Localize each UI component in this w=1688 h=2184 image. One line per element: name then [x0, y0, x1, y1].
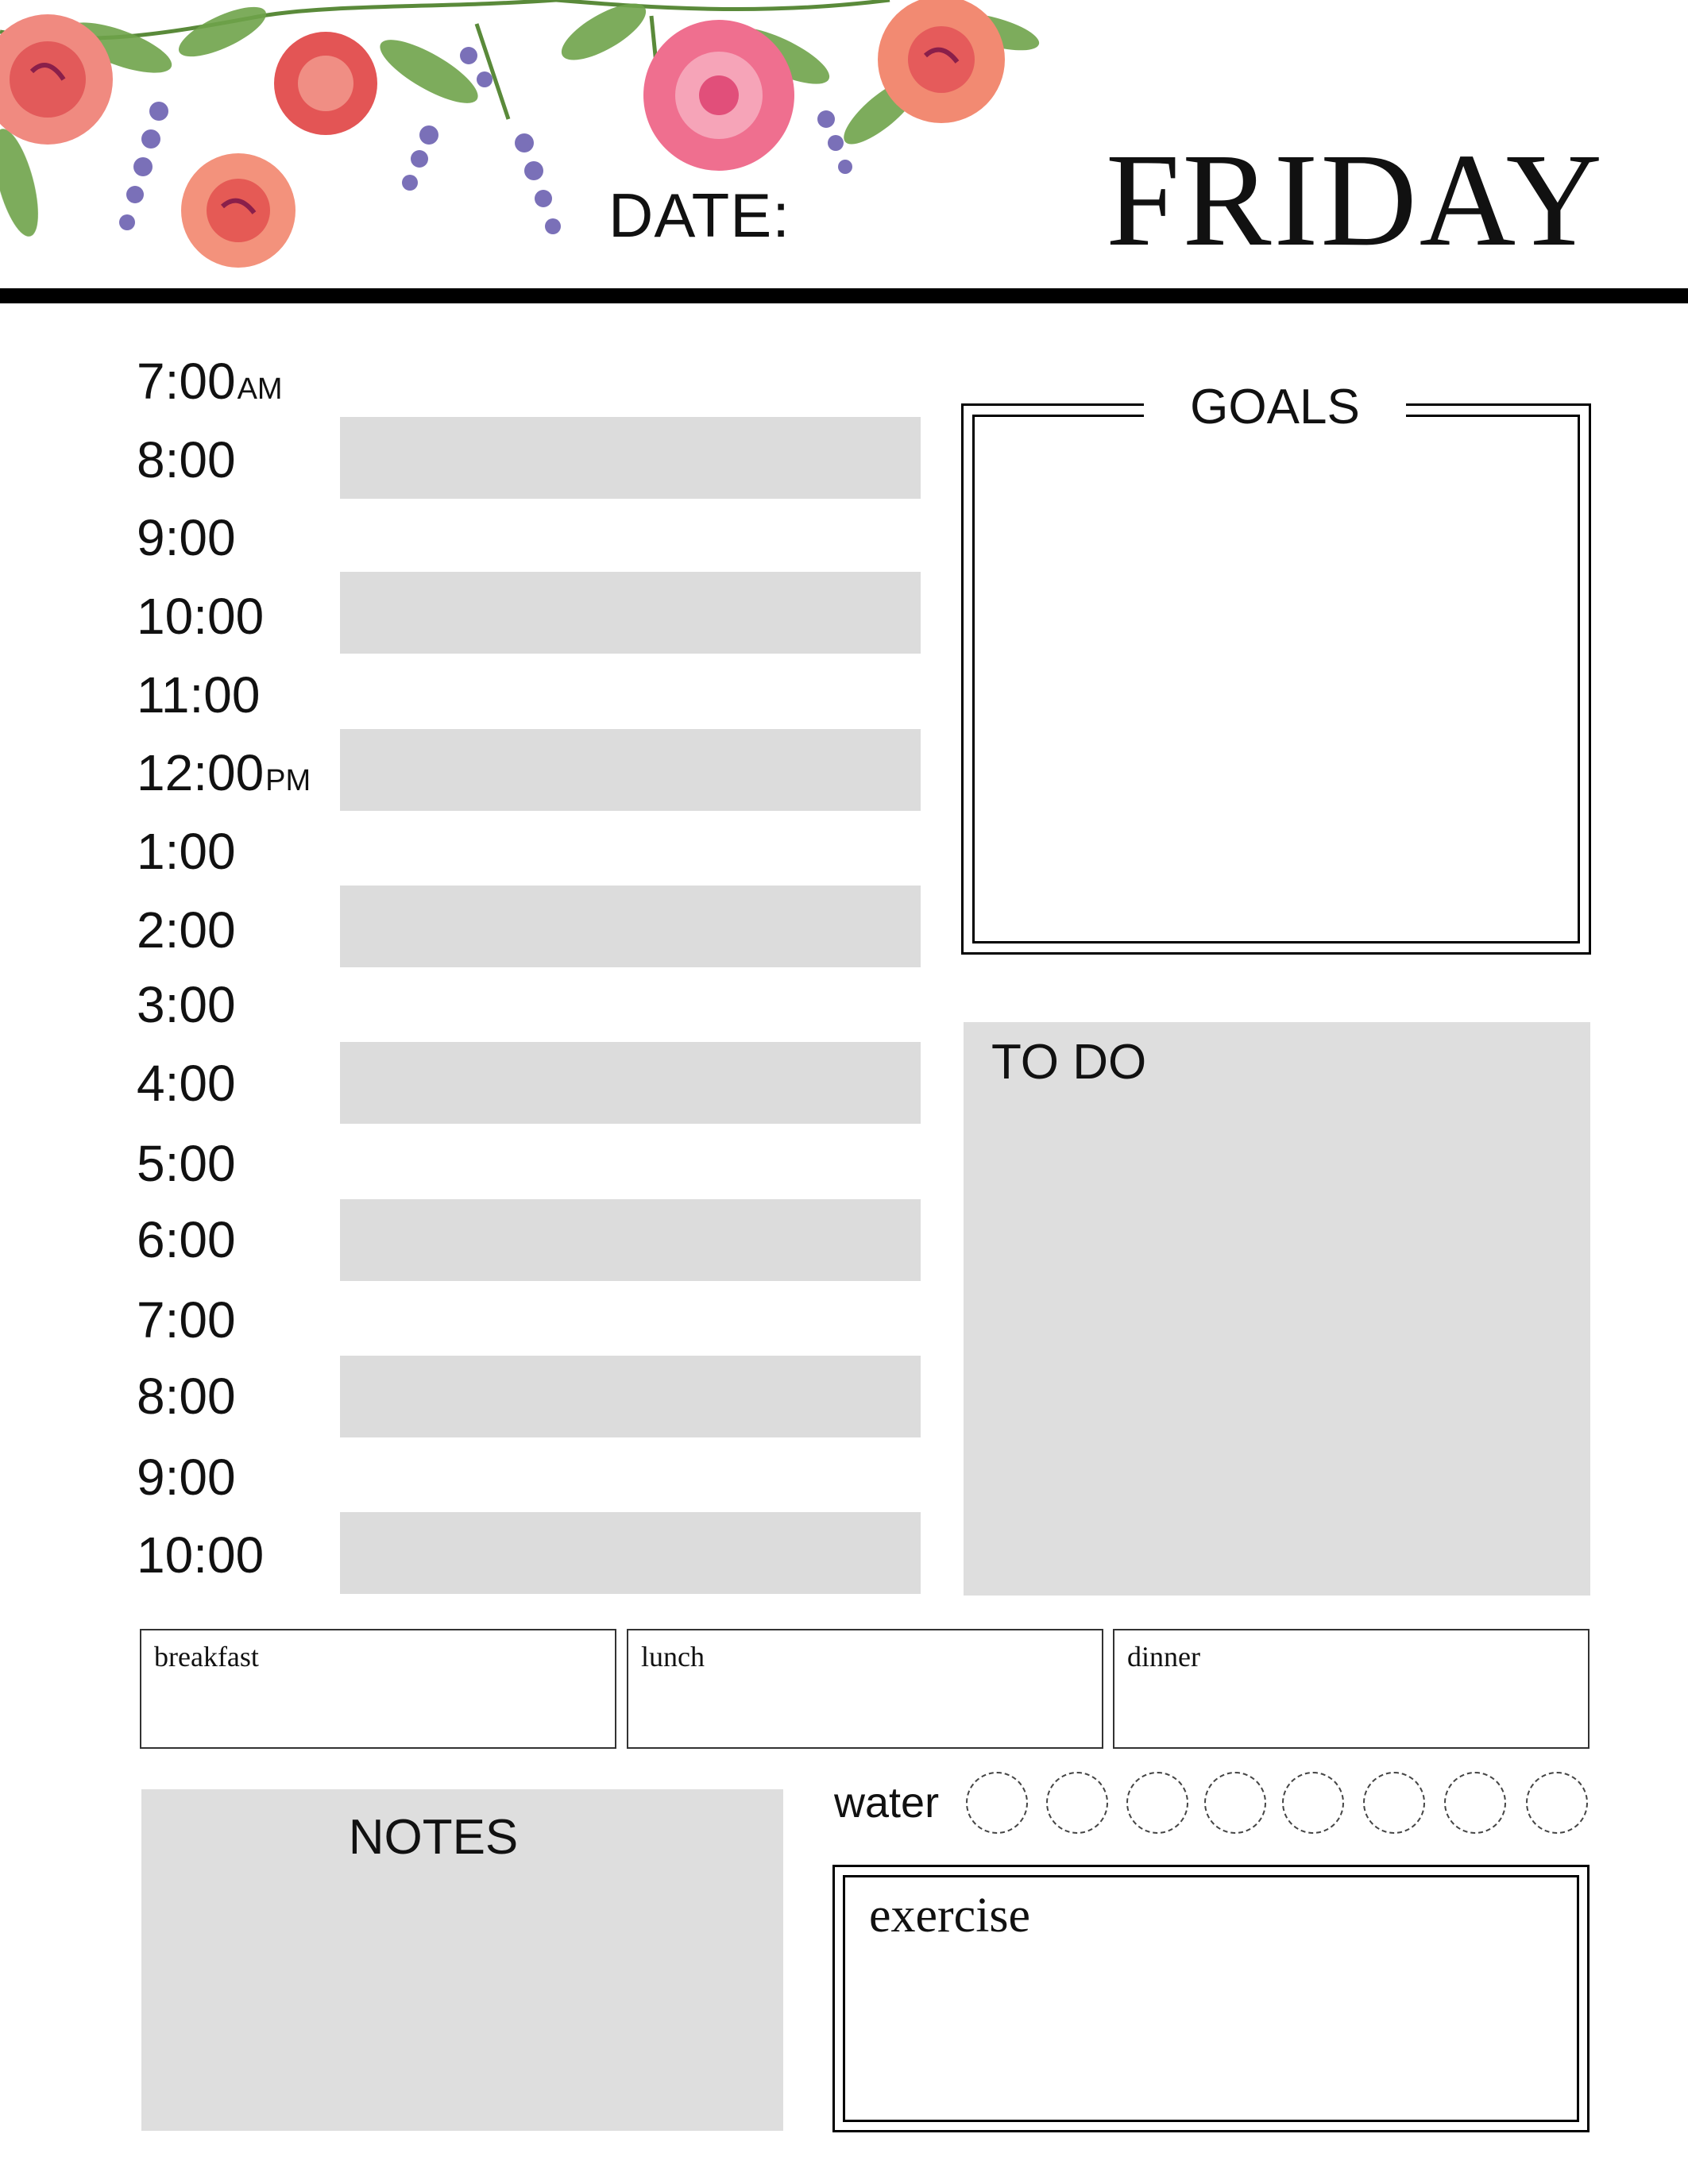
time-label: 11:00	[137, 666, 261, 723]
schedule-slot[interactable]	[340, 886, 921, 967]
time-label: 5:00	[137, 1135, 236, 1192]
time-label: 3:00	[137, 976, 236, 1033]
schedule-slot[interactable]	[340, 572, 921, 654]
dinner-label: dinner	[1127, 1641, 1200, 1673]
notes-title: NOTES	[348, 1810, 519, 1865]
todo-box[interactable]	[964, 1022, 1590, 1596]
lunch-box[interactable]	[627, 1629, 1103, 1749]
water-glass-circle[interactable]	[1444, 1772, 1506, 1834]
time-label: 10:00	[137, 1526, 265, 1584]
dinner-box[interactable]	[1113, 1629, 1590, 1749]
water-glass-circle[interactable]	[1282, 1772, 1344, 1834]
schedule-slot[interactable]	[340, 1042, 921, 1124]
time-label: 10:00	[137, 588, 265, 645]
time-label: 4:00	[137, 1055, 236, 1112]
time-label: 12:00PM	[137, 744, 311, 801]
time-label: 7:00AM	[137, 353, 283, 410]
goals-box[interactable]	[972, 415, 1580, 943]
time-label: 8:00	[137, 431, 236, 488]
breakfast-label: breakfast	[154, 1641, 259, 1673]
lunch-label: lunch	[641, 1641, 705, 1673]
header-divider	[0, 288, 1688, 303]
exercise-title: exercise	[869, 1889, 1031, 1943]
date-label: DATE:	[608, 180, 790, 250]
schedule-slot[interactable]	[340, 1199, 921, 1281]
water-glass-circle[interactable]	[1126, 1772, 1188, 1834]
time-label: 2:00	[137, 901, 236, 959]
time-label: 8:00	[137, 1368, 236, 1425]
time-label: 9:00	[137, 509, 236, 566]
goals-title: GOALS	[1144, 380, 1406, 435]
water-glass-circle[interactable]	[966, 1772, 1028, 1834]
floral-header-illustration	[0, 0, 1049, 286]
schedule-slot[interactable]	[340, 1512, 921, 1594]
schedule-slot[interactable]	[340, 729, 921, 811]
todo-title: TO DO	[991, 1035, 1147, 1090]
breakfast-box[interactable]	[140, 1629, 616, 1749]
day-title: FRIDAY	[1106, 126, 1605, 274]
time-label: 1:00	[137, 823, 236, 880]
water-label: water	[834, 1779, 940, 1827]
schedule-slot[interactable]	[340, 417, 921, 499]
time-label: 6:00	[137, 1211, 236, 1268]
water-glass-circle[interactable]	[1526, 1772, 1588, 1834]
water-glass-circle[interactable]	[1204, 1772, 1266, 1834]
time-label: 9:00	[137, 1449, 236, 1506]
time-label: 7:00	[137, 1291, 236, 1349]
schedule-slot[interactable]	[340, 1356, 921, 1437]
water-glass-circle[interactable]	[1046, 1772, 1108, 1834]
water-glass-circle[interactable]	[1363, 1772, 1425, 1834]
